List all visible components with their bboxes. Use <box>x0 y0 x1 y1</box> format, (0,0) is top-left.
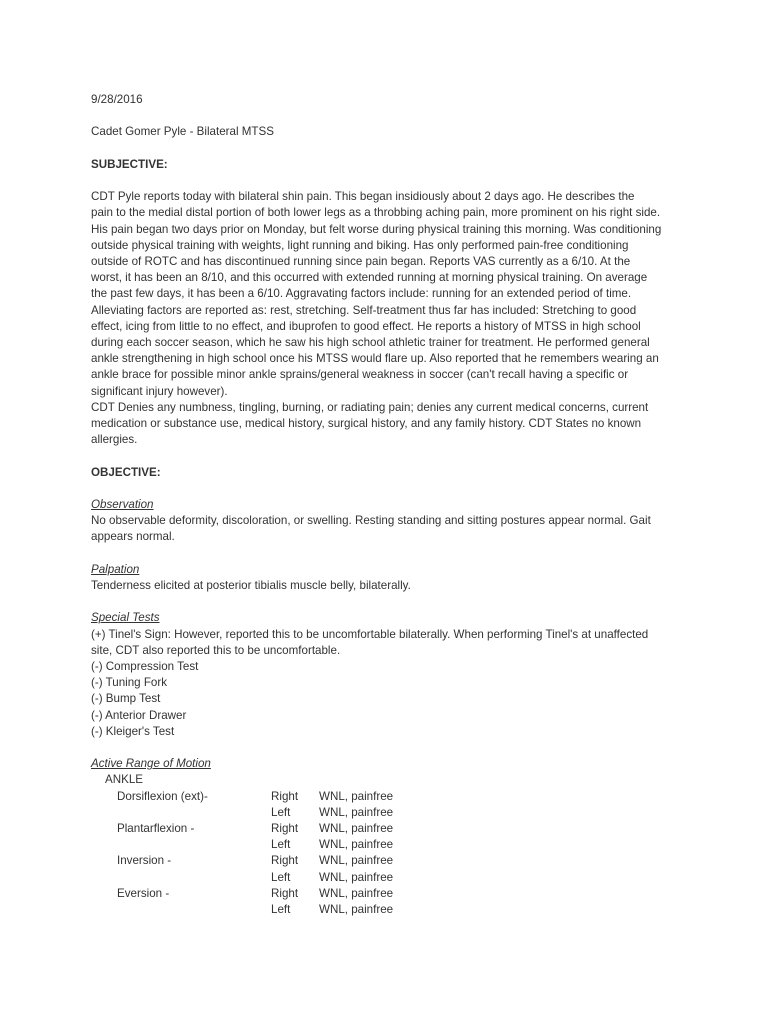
special-test-line: (+) Tinel's Sign: However, reported this to be uncomfortable bilaterally. When performing Tinel's at unaffected <box>91 627 649 641</box>
arom-result: WNL, painfree <box>319 854 394 868</box>
special-test-line: (-) Tuning Fork <box>91 676 168 690</box>
subjective-line: during each soccer season, which he saw his high school athletic trainer for treatment. He performed general <box>91 336 650 349</box>
subjective-line: outside physical training with weights, light running and biking. Has only performed pain-free conditioning <box>91 238 629 252</box>
special-test-line: (-) Compression Test <box>91 660 199 673</box>
arom-result: WNL, painfree <box>319 838 394 852</box>
observation-label: Observation <box>91 498 154 511</box>
arom-side: Left <box>271 805 291 819</box>
arom-row <box>91 837 691 853</box>
subjective-line: allergies. <box>91 433 138 447</box>
subjective-line: effect, icing from little to no effect, and ibuprofen to good effect. He reports a history of MTSS in high school <box>91 319 641 333</box>
arom-row <box>91 902 691 918</box>
arom-motion: Eversion - <box>117 886 170 900</box>
palpation-line: Tenderness elicited at posterior tibialis muscle belly, bilaterally. <box>91 579 411 592</box>
arom-motion <box>91 805 271 821</box>
palpation-label: Palpation <box>91 562 140 576</box>
arom-result: WNL, painfree <box>319 789 394 803</box>
special-test-line: (-) Kleiger's Test <box>91 724 175 738</box>
document-page <box>91 92 691 918</box>
arom-motion: Plantarflexion - <box>117 822 195 836</box>
arom-result: WNL, painfree <box>319 903 394 917</box>
note-date: 9/28/2016 <box>91 93 143 106</box>
arom-row <box>91 789 691 805</box>
subjective-line: ankle strengthening in high school once his MTSS would flare up. Also reported that he remembers wearing an <box>91 352 659 366</box>
arom-side: Right <box>271 822 299 836</box>
special-test-line: site, CDT also reported this to be uncomfortable. <box>91 643 341 657</box>
observation-line: appears normal. <box>91 530 175 544</box>
arom-row <box>91 805 691 821</box>
arom-result: WNL, painfree <box>319 886 394 900</box>
arom-joint: ANKLE <box>105 773 144 787</box>
arom-row <box>91 821 691 837</box>
subjective-line: the past few days, it has been a 6/10. Aggravating factors include: running for an extended period of time. <box>91 287 632 301</box>
arom-motion: Inversion - <box>117 854 172 868</box>
subjective-line: ankle brace for possible minor ankle sprains/general weakness in soccer (can't recall having a specific or <box>91 368 629 382</box>
subjective-line: medication or substance use, medical history, surgical history, and any family history. CDT States no known <box>91 417 642 431</box>
special-test-line: (-) Anterior Drawer <box>91 708 187 722</box>
objective-heading: OBJECTIVE: <box>91 465 161 479</box>
subjective-line: outside of ROTC and has discontinued running since pain began. Reports VAS currently as a 6/10. At the <box>91 254 631 268</box>
arom-side: Right <box>271 789 299 803</box>
arom-row <box>91 886 691 902</box>
arom-side: Right <box>271 854 299 868</box>
subjective-line: CDT Denies any numbness, tingling, burning, or radiating pain; denies any current medical concerns, current <box>91 400 649 414</box>
subjective-line: significant injury however). <box>91 384 228 398</box>
subjective-line: His pain began two days prior on Monday, but felt worse during physical training this morning. Was conditioning <box>91 222 662 236</box>
arom-side: Right <box>271 886 299 900</box>
subjective-body <box>91 189 691 448</box>
subjective-heading: SUBJECTIVE: <box>91 157 168 171</box>
subjective-line: Alleviating factors are reported as: rest, stretching. Self-treatment thus far has included: Stretching to good <box>91 303 637 317</box>
arom-motion: Dorsiflexion (ext)- <box>117 789 208 803</box>
special-tests-label: Special Tests <box>91 611 160 625</box>
arom-result: WNL, painfree <box>319 870 394 884</box>
arom-motion <box>91 837 271 853</box>
arom-side: Left <box>271 838 291 852</box>
note-title: Cadet Gomer Pyle - Bilateral MTSS <box>91 125 274 139</box>
subjective-line: worst, it has been an 8/10, and this occurred with extended running at morning physical training. On average <box>91 271 648 285</box>
subjective-line: pain to the medial distal portion of both lower legs as a throbbing aching pain, more prominent on his right side. <box>91 206 661 220</box>
arom-motion <box>91 902 271 918</box>
arom-motion <box>91 870 271 886</box>
arom-label: Active Range of Motion <box>91 757 211 771</box>
arom-row <box>91 870 691 886</box>
special-test-line: (-) Bump Test <box>91 692 161 706</box>
arom-table <box>91 789 691 919</box>
arom-result: WNL, painfree <box>319 822 394 836</box>
arom-side: Left <box>271 870 291 884</box>
observation-line: No observable deformity, discoloration, or swelling. Resting standing and sitting postures appear normal. Gait <box>91 514 651 528</box>
arom-result: WNL, painfree <box>319 805 394 819</box>
arom-row <box>91 853 691 869</box>
arom-side: Left <box>271 903 291 917</box>
subjective-line: CDT Pyle reports today with bilateral shin pain. This began insidiously about 2 days ago. He describes the <box>91 190 635 204</box>
